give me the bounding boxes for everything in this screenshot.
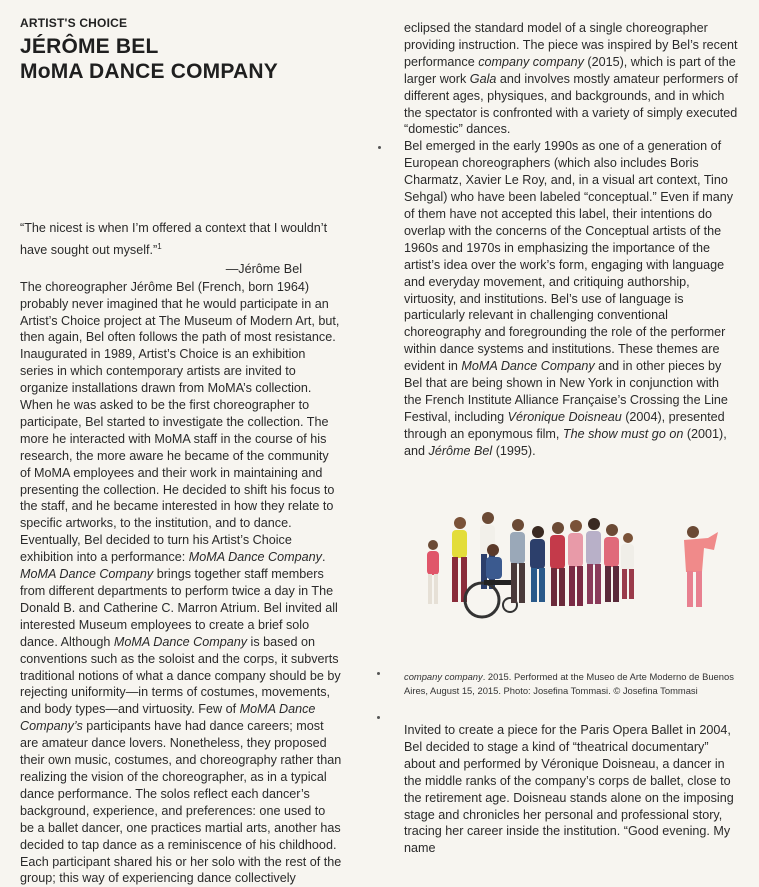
text-run: Bel emerged in the early 1990s as one of a generation of European choreographers (which also includes Boris Charmatz, Xavier Le Roy, and, in a visual art context, Tino Sehgal) who have been labeled “conceptual.” Even if many of them have not accepted this label, their intentions do overlap with the concerns of the Conceptual artists of the 1960s and 1970s in emphasizing the importance of the artist’s idea over the work’s form, engaging with language and everyday movement, and critiquing authorship, virtuosity, and institutions. Bel’s use of language is particularly relevant in challenging conventional choreography and foregrounding the role of the performer within dance systems and institutions. These themes are evident in — [404, 139, 734, 374]
text-run: brings together staff members from different departments to perform twice a day in The Donald B. and Catherine C. Marron Atrium. Bel invited all interested Museum employees to create a brief solo dance. Although — [20, 567, 338, 649]
title-reference: Gala — [469, 71, 497, 86]
text-run: eclipsed the standard model of a single choreographer providing instruction. The piece was inspired by Bel’s recent performance — [404, 21, 738, 69]
title-reference: Jérôme Bel — [428, 443, 493, 458]
performance-photo — [418, 510, 738, 645]
text-run: and involves mostly amateur performers of different ages, physiques, and backgrounds, and in which the spectator is confronted with a variety of simply executed “domestic” dances. — [404, 71, 738, 137]
title-reference: The show must go on — [562, 426, 684, 441]
title-reference: Véronique Doisneau — [507, 409, 622, 424]
right-column-continued — [404, 722, 740, 857]
title-reference: MoMA Dance Company — [113, 634, 248, 649]
title-reference: MoMA Dance Company’s — [20, 702, 316, 734]
quote-text: “The nicest is when I’m offered a context that I wouldn’t have sought out myself.” — [20, 221, 328, 257]
body-paragraph-4 — [404, 138, 740, 459]
body-paragraph-3 — [404, 20, 740, 138]
page-speck — [377, 672, 380, 675]
left-column — [20, 16, 342, 887]
body-paragraph-2 — [20, 566, 342, 887]
body-paragraph-1 — [20, 279, 342, 566]
section-kicker: ARTIST'S CHOICE — [20, 16, 128, 30]
title-line-work: MoMA DANCE COMPANY — [20, 60, 278, 83]
dancer-figures — [427, 512, 718, 617]
text-run: is based on conventions such as the soloist and the corps, it subverts traditional notions of what a dance company should be by rejecting uniformity—in terms of costumes, movements, and body types—and virtuosity. Few of — [20, 634, 341, 717]
epigraph-quote — [20, 220, 342, 259]
quote-footnote-marker: 1 — [157, 241, 162, 251]
photo-caption — [404, 670, 740, 697]
title-line-artist: JÉRÔME BEL — [20, 35, 159, 58]
text-run: . — [321, 550, 326, 565]
caption-text: . 2015. Performed at the Museo de Arte Moderno de Buenos Aires, August 15, 2015. Photo: Josefina Tommasi. © Josefina Tommasi — [404, 671, 734, 696]
title-reference: MoMA Dance Company — [20, 567, 154, 582]
title-reference: MoMA Dance Company — [461, 359, 595, 374]
page-title — [20, 34, 342, 84]
right-column — [404, 20, 740, 460]
text-run: (2004), presented through an eponymous film, — [404, 409, 725, 441]
quote-attribution: —Jérôme Bel — [225, 262, 302, 277]
text-run: (1995). — [492, 443, 536, 458]
title-reference: company company — [478, 54, 584, 69]
page-speck — [378, 146, 381, 149]
text-run: participants have had dance careers; most are amateur dance lovers. Nonetheless, they proposed their own music, costumes, and choreography rather than realizing the vision of the choreographer, as in a typical dance performance. The solos reflect each dancer’s background, experience, and preferences: one used to be a ballet dancer, one practices martial arts, another has decided to tap dance as a reminiscence of his childhood. Each participant shared his or her solo with the rest of the group; this way of experiencing dance collectively — [20, 719, 342, 886]
text-run: (2015), which is part of the larger work — [404, 54, 736, 86]
page-speck — [377, 716, 380, 719]
text-run: (2001), and — [404, 426, 727, 458]
title-reference: MoMA Dance Company — [188, 550, 322, 565]
text-run: The choreographer Jérôme Bel (French, born 1964) probably never imagined that he would participate in an Artist’s Choice project at The Museum of Modern Art, but, then again, Bel often follows the path of most resistance. Inaugurated in 1989, Artist’s Choice is an exhibition series in which contemporary artists are invited to organize installations drawn from MoMA’s collection. When he was asked to be the first choreographer to participate, Bel started to investigate the collection. The more he interacted with MoMA staff in the course of his research, the more aware he became of the community of MoMA employees and their work in maintaining and presenting the collection. He decided to shift his focus to the staff, and he became interested in how they relate to specific artworks, to the institution, and to dance. Eventually, Bel decided to turn his Artist’s Choice exhibition into a performance: — [20, 279, 340, 565]
text-run: and in other pieces by Bel that are being shown in New York in conjunction with the French Institute Alliance Française’s Crossing the Line Festival, including — [404, 359, 728, 424]
body-paragraph-5: Invited to create a piece for the Paris Opera Ballet in 2004, Bel decided to stage a kind of “theatrical documentary” about and performed by Véronique Doisneau, a dancer in the middle ranks of the company’s corps de ballet, close to the retirement age. Doisneau stands alone on the imposing stage and chronicles her personal and professional story, tracing her career inside the institution. “Good evening. My name — [404, 723, 734, 856]
caption-title: company company — [404, 671, 483, 682]
